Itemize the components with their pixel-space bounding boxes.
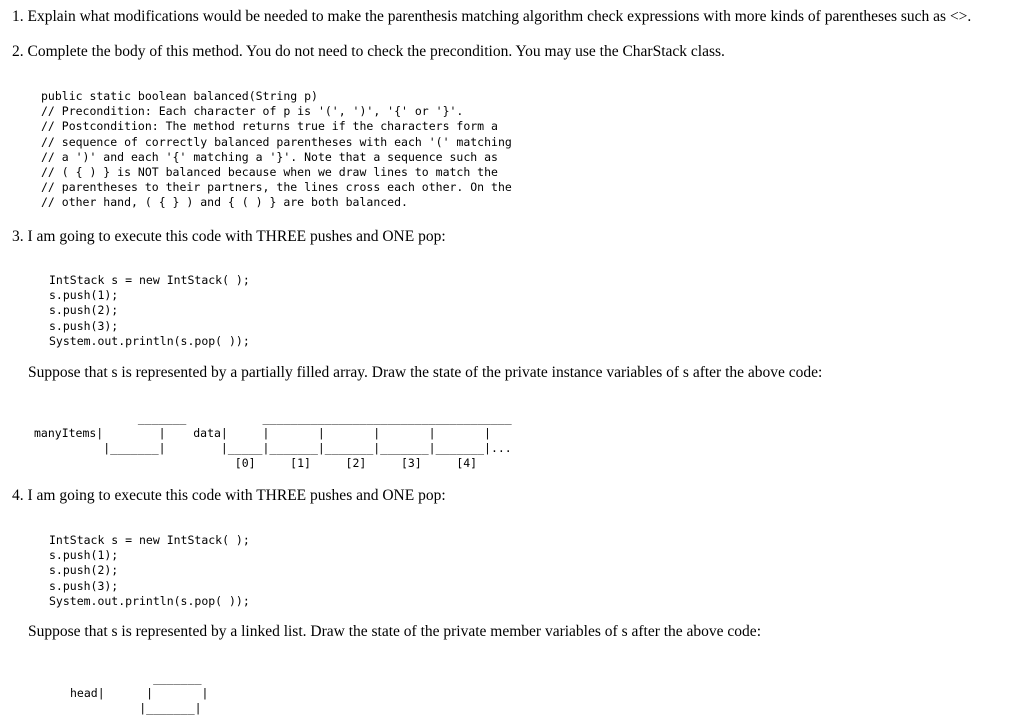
question-1: 1. Explain what modifications would be needed to make the parenthesis matching algorithm check expressions with more kinds of parentheses such as <>.: [12, 8, 972, 25]
question-4: 4. I am going to execute this code with THREE pushes and ONE pop:: [12, 487, 446, 504]
q4-code: IntStack s = new IntStack( ); s.push(1); s.push(2); s.push(3); System.out.println(s.pop( ));: [49, 533, 250, 608]
q4-followup: Suppose that s is represented by a linked list. Draw the state of the private member variables of s after the above code:: [28, 623, 761, 640]
question-2: 2. Complete the body of this method. You do not need to check the precondition. You may use the CharStack class.: [12, 43, 725, 60]
balanced-method-code: public static boolean balanced(String p) // Precondition: Each character of p is '(', ')', '{' or '}'. // Postcondition: The method returns true if the characters form a // sequence of correctly balanced parentheses with each '(' matching // a ')' and each '{' matching a '}'. Note that a sequence such as // ( { ) } is NOT balanced because when we draw lines to match the // parentheses to their partners, the lines cross each other. On the // other hand, ( { } ) and { ( ) } are both balanced.: [41, 89, 512, 210]
question-3: 3. I am going to execute this code with THREE pushes and ONE pop:: [12, 228, 446, 245]
array-diagram: _______ ____________________________________ manyItems| | data| | | | | | |_______| |_____|_______|_______|_______|_______|... [0] [1] [2] [3] [4]: [34, 411, 512, 470]
q3-followup: Suppose that s is represented by a partially filled array. Draw the state of the private instance variables of s after the above code:: [28, 364, 823, 381]
q3-code: IntStack s = new IntStack( ); s.push(1); s.push(2); s.push(3); System.out.println(s.pop( ));: [49, 273, 250, 348]
linked-list-diagram: _______ head| | | |_______|: [70, 671, 209, 715]
